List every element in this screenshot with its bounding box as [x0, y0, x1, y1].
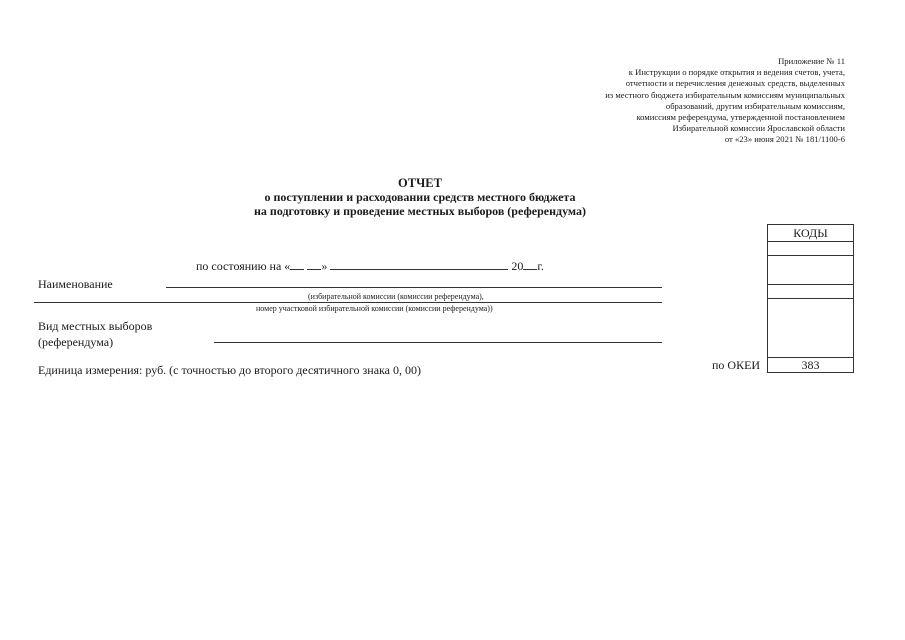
okei-value: 383: [767, 357, 854, 373]
year-suffix: г.: [537, 259, 544, 273]
appendix-line: образований, другим избирательным комиссиям,: [665, 100, 845, 111]
name-hint-1: (избирательной комиссии (комиссии референдума),: [308, 292, 484, 301]
codes-cell-form[interactable]: [768, 242, 853, 256]
unit-label: Единица измерения: руб. (с точностью до второго десятичного знака 0, 00): [38, 363, 421, 377]
title-line-3: на подготовку и проведение местных выборов (референдума): [254, 204, 586, 218]
title-line-1: ОТЧЕТ: [398, 176, 442, 190]
date-prefix: по состоянию на «: [196, 259, 291, 273]
month-field[interactable]: [330, 258, 508, 270]
report-title: [200, 176, 640, 218]
codes-cell-date[interactable]: [768, 256, 853, 285]
codes-header: КОДЫ: [768, 225, 853, 242]
name-hint-2: номер участковой избирательной комиссии (комиссии референдума)): [256, 304, 493, 313]
codes-cell-okpo[interactable]: [768, 285, 853, 299]
date-line: [196, 258, 544, 274]
codes-table: [767, 224, 854, 358]
day-field[interactable]: [290, 258, 304, 270]
year-prefix: 20: [511, 259, 524, 273]
okei-label: по ОКЕИ: [712, 358, 761, 372]
appendix-line: к Инструкции о порядке открытия и ведения счетов, учета,: [628, 67, 845, 78]
name-field-line-2[interactable]: [34, 302, 662, 303]
appendix-line: от «23» июня 2021 № 181/1100-6: [724, 134, 845, 145]
appendix-line: Приложение № 11: [778, 56, 845, 66]
name-field-line[interactable]: [166, 287, 662, 288]
election-type-field-line[interactable]: [214, 342, 662, 343]
appendix-line: комиссиям референдума, утвержденной постановлением: [636, 112, 845, 123]
appendix-block: [545, 56, 845, 146]
election-type-label-2: (референдума): [38, 335, 114, 349]
title-line-2: о поступлении и расходовании средств местного бюджета: [264, 190, 576, 204]
date-close: »: [321, 259, 328, 273]
year-field[interactable]: [523, 258, 537, 270]
name-label: Наименование: [38, 277, 113, 291]
day-field-2[interactable]: [307, 258, 321, 270]
codes-cell-extra[interactable]: [768, 299, 853, 358]
election-type-label-1: Вид местных выборов: [38, 319, 153, 333]
appendix-line: из местного бюджета избирательным комиссиям муниципальных: [605, 89, 845, 100]
appendix-line: отчетности и перечисления денежных средств, выделенных: [625, 78, 845, 89]
appendix-line: Избирательной комиссии Ярославской области: [672, 123, 845, 134]
